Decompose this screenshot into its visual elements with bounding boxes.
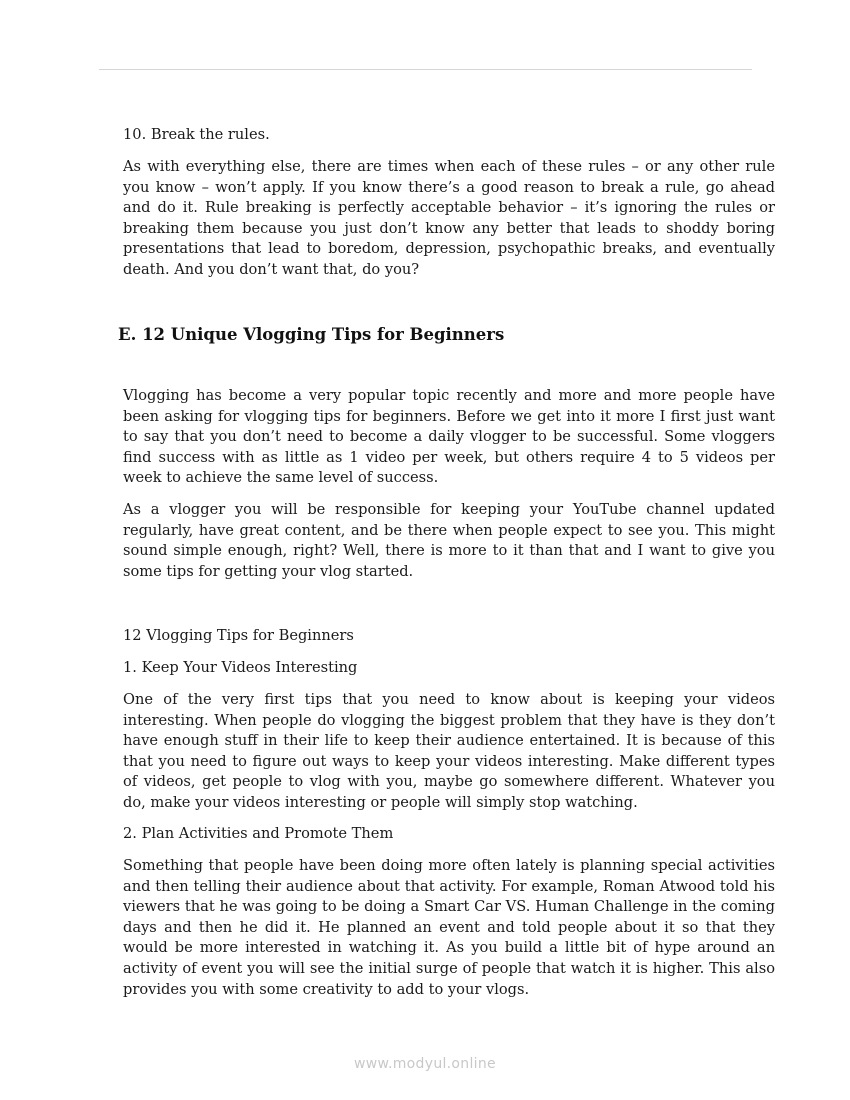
watermark-text: www.modyul.online bbox=[354, 1056, 496, 1072]
tip-2-body: Something that people have been doing more often lately is planning special activities and then telling their audience about that activity. For example, Roman Atwood told his viewers that he was going to be doing a Smart Car VS. Human Challenge in the coming days and then he did it. He planned an event and told people about it so that they would be more interested in watching it. As you build a little bit of hype around an activity of event you will see the initial surge of people that watch it is higher. This also provides you with some creativity to add to your vlogs. bbox=[123, 857, 775, 998]
tips-list-title: 12 Vlogging Tips for Beginners bbox=[123, 627, 354, 644]
tip-2-title: 2. Plan Activities and Promote Them bbox=[123, 825, 394, 842]
intro-paragraph-2: As a vlogger you will be responsible for keeping your YouTube channel updated regularly, have great content, and be there when people expect to see you. This might sound simple enough, right? Well, there is more to it than that and I want to give you some tips for getting your vlog started. bbox=[123, 501, 775, 580]
item-body-break-the-rules: As with everything else, there are times when each of these rules – or any other rule you know – won’t apply. If you know there’s a good reason to break a rule, go ahead and do it. Rule breaking is perfectly acceptable behavior – it’s ignoring the rules or breaking them because you just don’t know any better that leads to shoddy boring presentations that lead to boredom, depression, psychopathic breaks, and eventually death. And you don’t want that, do you? bbox=[123, 158, 775, 278]
header-rule bbox=[99, 69, 752, 70]
intro-paragraph-1: Vlogging has become a very popular topic recently and more and more people have been asking for vlogging tips for beginners. Before we get into it more I first just want to say that you don’t need to become a daily vlogger to be successful. Some vloggers find success with as little as 1 video per week, but others require 4 to 5 videos per week to achieve the same level of success. bbox=[123, 387, 775, 487]
tip-1-body: One of the very first tips that you need to know about is keeping your videos interesting. When people do vlogging the biggest problem that they have is they don’t have enough stuff in their life to keep their audience entertained. It is because of this that you need to figure out ways to keep your videos interesting. Make different types of videos, get people to vlog with you, maybe go somewhere different. Whatever you do, make your videos interesting or people will simply stop watching. bbox=[123, 691, 775, 811]
item-title-break-the-rules: 10. Break the rules. bbox=[123, 126, 270, 143]
section-heading: E. 12 Unique Vlogging Tips for Beginners bbox=[118, 325, 505, 344]
tip-1-title: 1. Keep Your Videos Interesting bbox=[123, 659, 358, 676]
